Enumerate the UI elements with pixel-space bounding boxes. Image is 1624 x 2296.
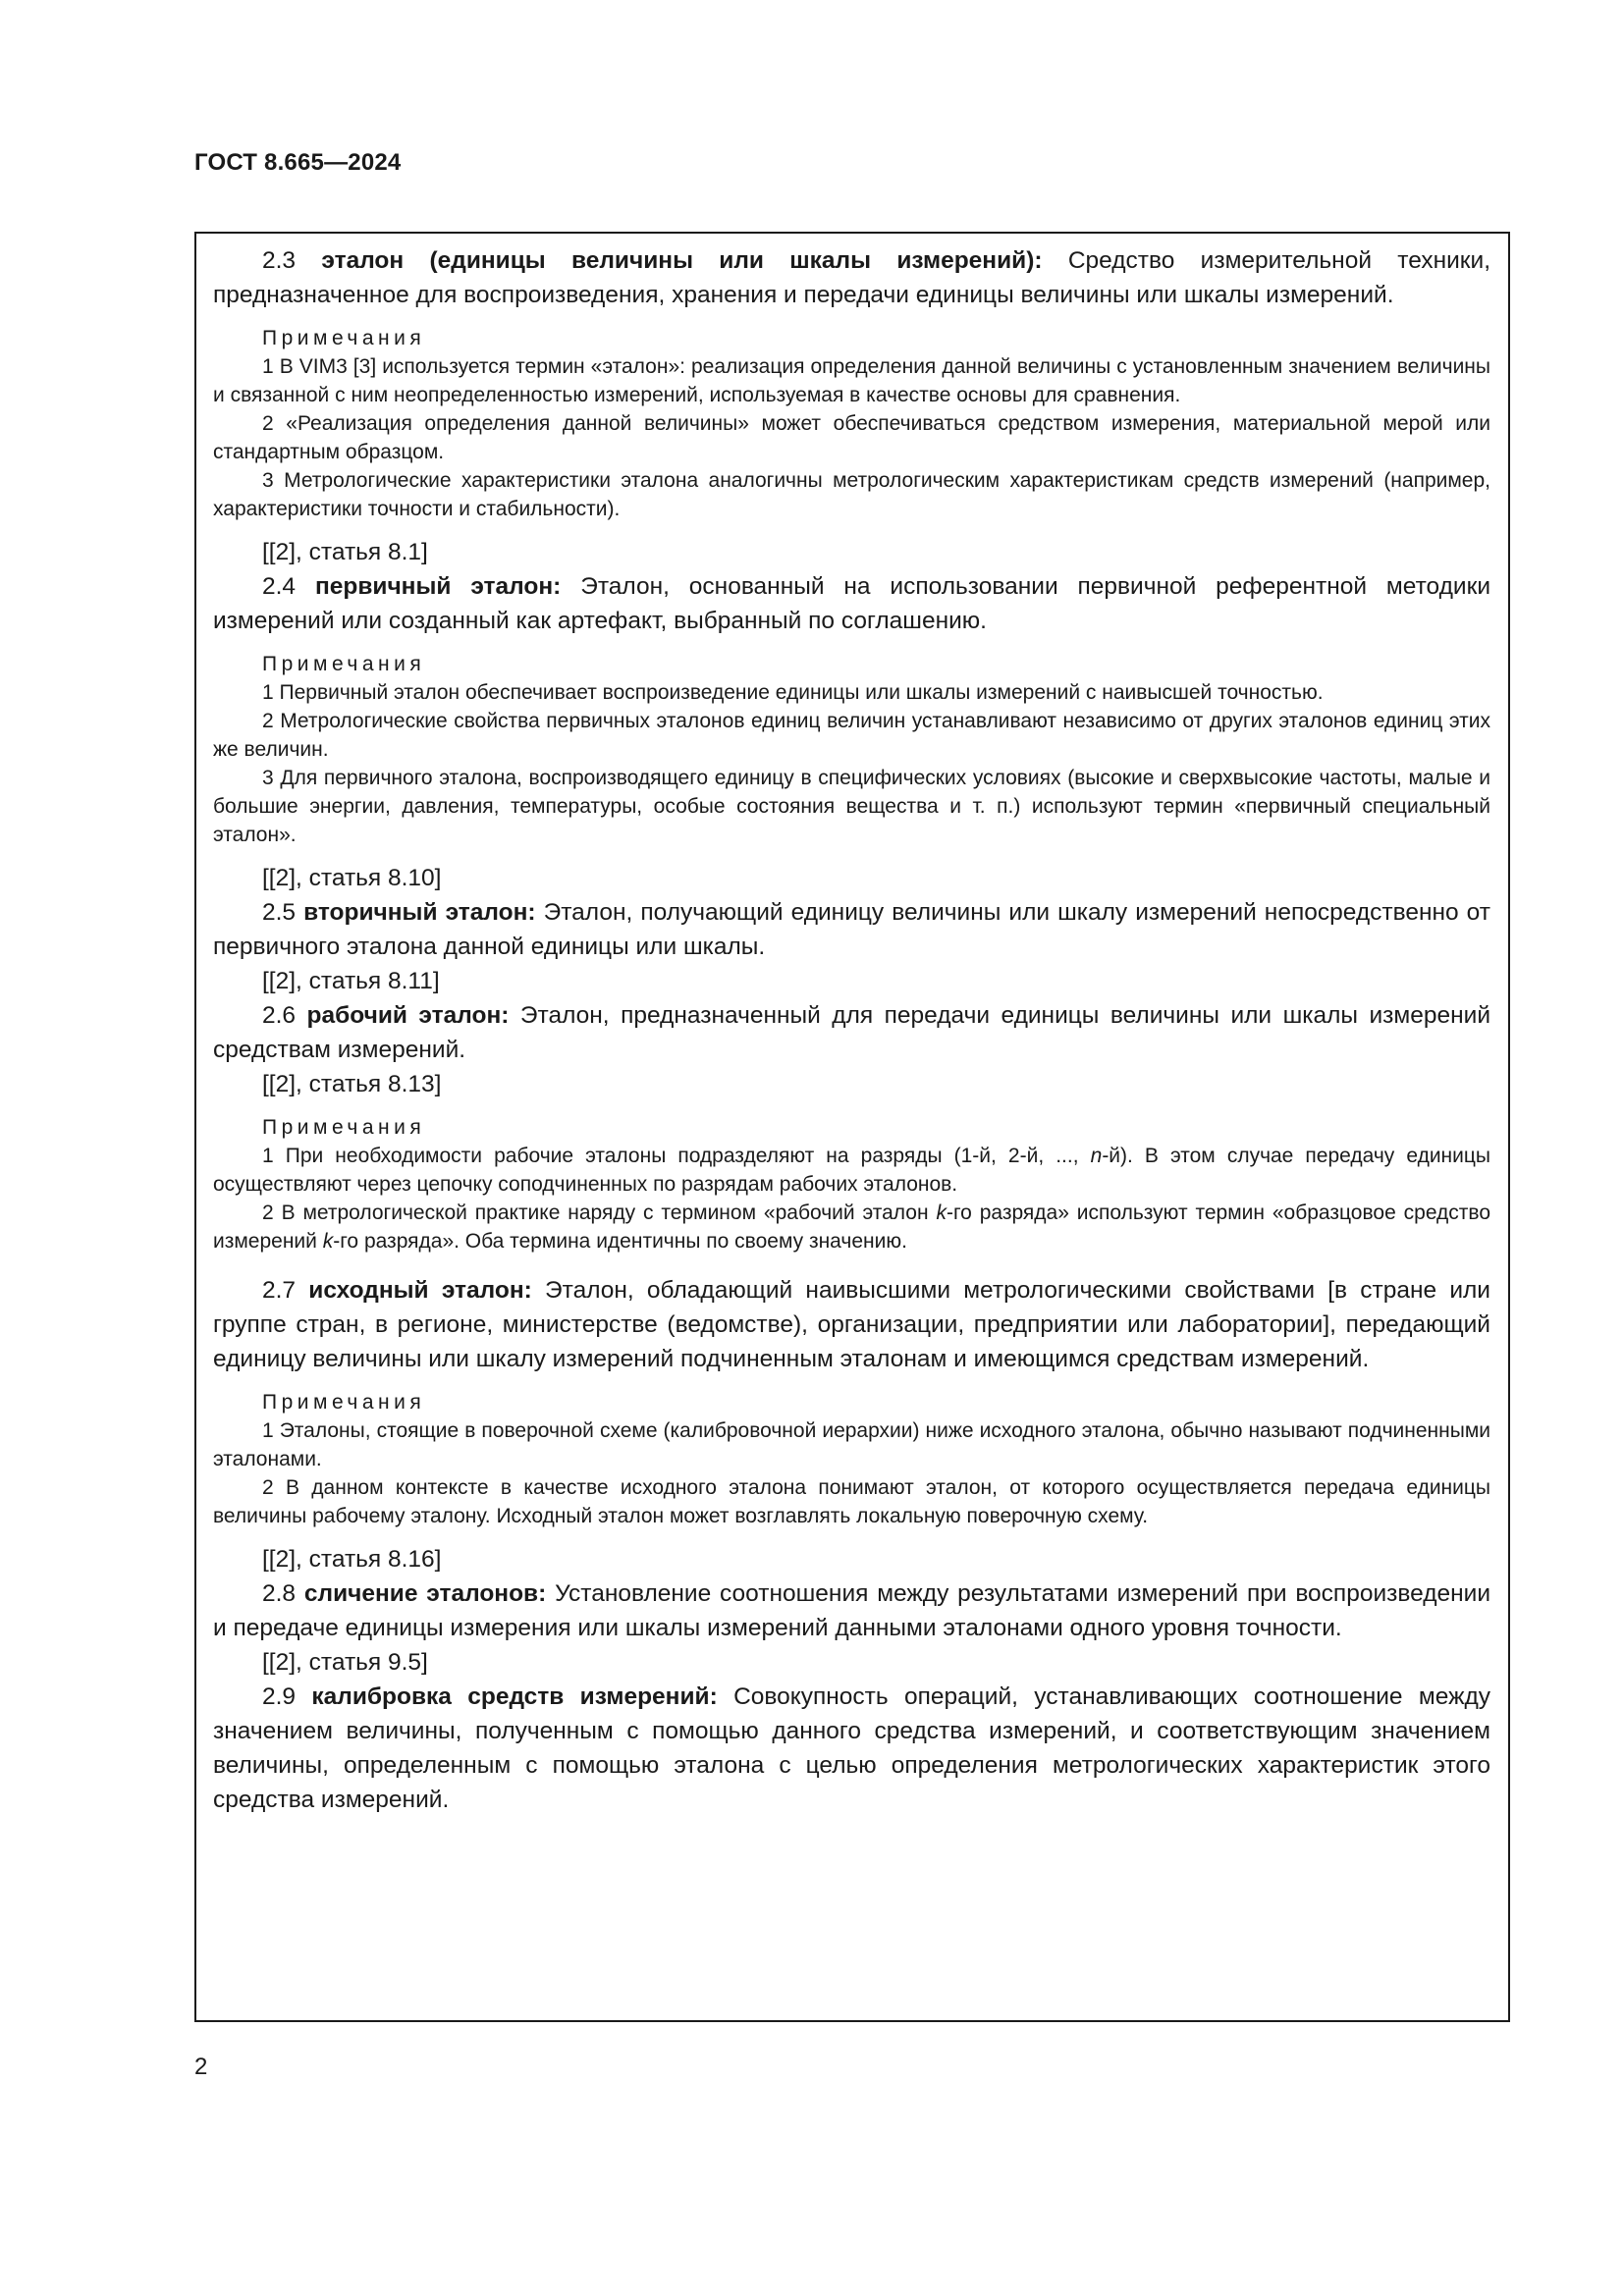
note-item: 1 При необходимости рабочие эталоны подразделяют на разряды (1-й, 2-й, ..., n-й). В этом случае передачу единицы осуществляют через цепочку соподчиненных по разрядам рабочих эталонов. <box>213 1145 1491 1196</box>
term-definition: Эталон, получающий единицу величины или шкалу измерений непосредственно от первичного эталона данной единицы или шкалы. <box>213 899 1490 960</box>
term-number: 2.5 <box>262 899 297 926</box>
term-number: 2.8 <box>262 1580 297 1607</box>
source-reference: [[2], статья 9.5] <box>262 1649 428 1676</box>
notes-heading: Примечания <box>262 327 426 349</box>
term-name: калибровка средств измерений: <box>311 1683 718 1710</box>
source-reference: [[2], статья 8.10] <box>262 865 442 891</box>
term-number: 2.9 <box>262 1683 297 1710</box>
term-name: первичный эталон: <box>314 573 562 600</box>
term-entry-2-5 <box>213 895 1490 964</box>
term-definition: Совокупность операций, устанавливающих соотношение между значением величины, полученным с помощью данного средства измерений, и соответствующим значением величины, определенным с помощью эталона с целью определения метрологических характеристик этого средства измерений. <box>213 1683 1491 1813</box>
term-definition: Эталон, предназначенный для передачи единицы величины или шкалы измерений средствам измерений. <box>213 1002 1491 1063</box>
term-definition: Эталон, основанный на использовании первичной референтной методики измерений или созданный как артефакт, выбранный по соглашению. <box>213 573 1491 634</box>
note-item: 2 Метрологические свойства первичных эталонов единиц величин устанавливают независимо от других эталонов единиц этих же величин. <box>213 710 1490 761</box>
term-name: сличение эталонов: <box>303 1580 547 1607</box>
document-code: ГОСТ 8.665—2024 <box>194 149 402 176</box>
term-number: 2.6 <box>262 1002 297 1029</box>
note-item: 3 Для первичного эталона, воспроизводящего единицу в специфических условиях (высокие и сверхвысокие частоты, малые и большие энергии, давления, температуры, особые состояния вещества и т. п.) используют термин «первичный специальный эталон». <box>213 767 1490 846</box>
source-reference: [[2], статья 8.13] <box>262 1071 442 1097</box>
term-name: рабочий эталон: <box>306 1002 510 1029</box>
term-entry-2-6 <box>213 998 1490 1067</box>
note-item: 1 Первичный эталон обеспечивает воспроизведение единицы или шкалы измерений с наивысшей точностью. <box>262 681 1324 704</box>
notes-heading: Примечания <box>262 1116 426 1139</box>
term-entry-2-9 <box>213 1680 1490 1817</box>
term-entry-2-8 <box>213 1576 1490 1645</box>
note-item: 2 В метрологической практике наряду с термином «рабочий эталон k-го разряда» используют термин «образцовое средство измерений k-го разряда». Оба термина идентичны по своему значению. <box>213 1201 1491 1253</box>
note-item: 3 Метрологические характеристики эталона аналогичны метрологическим характеристикам средств измерений (например, характеристики точности и стабильности). <box>213 469 1490 520</box>
page-number: 2 <box>194 2054 208 2080</box>
note-item: 1 В VIM3 [3] используется термин «эталон»: реализация определения данной величины с установленным значением величины и связанной с ним неопределенностью измерений, используемая в качестве основы для сравнения. <box>213 355 1490 406</box>
source-reference: [[2], статья 8.1] <box>262 539 428 565</box>
notes-2-4 <box>213 650 1490 849</box>
note-item: 2 «Реализация определения данной величины» может обеспечиваться средством измерения, материальной мерой или стандартным образцом. <box>213 412 1490 463</box>
term-entry-2-3 <box>213 243 1490 312</box>
term-name: эталон (единицы величины или шкалы измерений): <box>321 247 1043 274</box>
term-definition: Установление соотношения между результатами измерений при воспроизведении и передаче единицы измерения или шкалы измерений данными эталонами одного уровня точности. <box>213 1580 1491 1641</box>
term-definition: Эталон, обладающий наивысшими метрологическими свойствами [в стране или группе стран, в регионе, министерстве (ведомстве), организации, предприятии или лаборатории], передающий единицу величины или шкалу измерений подчиненным эталонам и имеющимся средствам измерений. <box>213 1277 1490 1372</box>
notes-2-6 <box>213 1113 1490 1255</box>
notes-heading: Примечания <box>262 653 426 675</box>
source-reference: [[2], статья 8.16] <box>262 1546 442 1573</box>
notes-2-3 <box>213 324 1490 523</box>
term-entry-2-4 <box>213 569 1490 638</box>
source-reference: [[2], статья 8.11] <box>262 968 440 994</box>
term-entry-2-7 <box>213 1273 1490 1376</box>
note-item: 2 В данном контексте в качестве исходного эталона понимают эталон, от которого осуществляется передача единицы величины рабочему эталону. Исходный эталон может возглавлять локальную поверочную схему. <box>213 1476 1490 1527</box>
term-number: 2.3 <box>262 247 297 274</box>
note-item: 1 Эталоны, стоящие в поверочной схеме (калибровочной иерархии) ниже исходного эталона, обычно называют подчиненными эталонами. <box>213 1419 1490 1470</box>
terms-frame <box>194 232 1510 2022</box>
term-definition: Средство измерительной техники, предназначенное для воспроизведения, хранения и передачи единицы величины или шкалы измерений. <box>213 247 1491 308</box>
term-name: исходный эталон: <box>308 1277 532 1304</box>
notes-2-7 <box>213 1388 1490 1530</box>
term-name: вторичный эталон: <box>303 899 536 926</box>
term-number: 2.4 <box>262 573 297 600</box>
notes-heading: Примечания <box>262 1391 426 1414</box>
term-number: 2.7 <box>262 1277 297 1304</box>
